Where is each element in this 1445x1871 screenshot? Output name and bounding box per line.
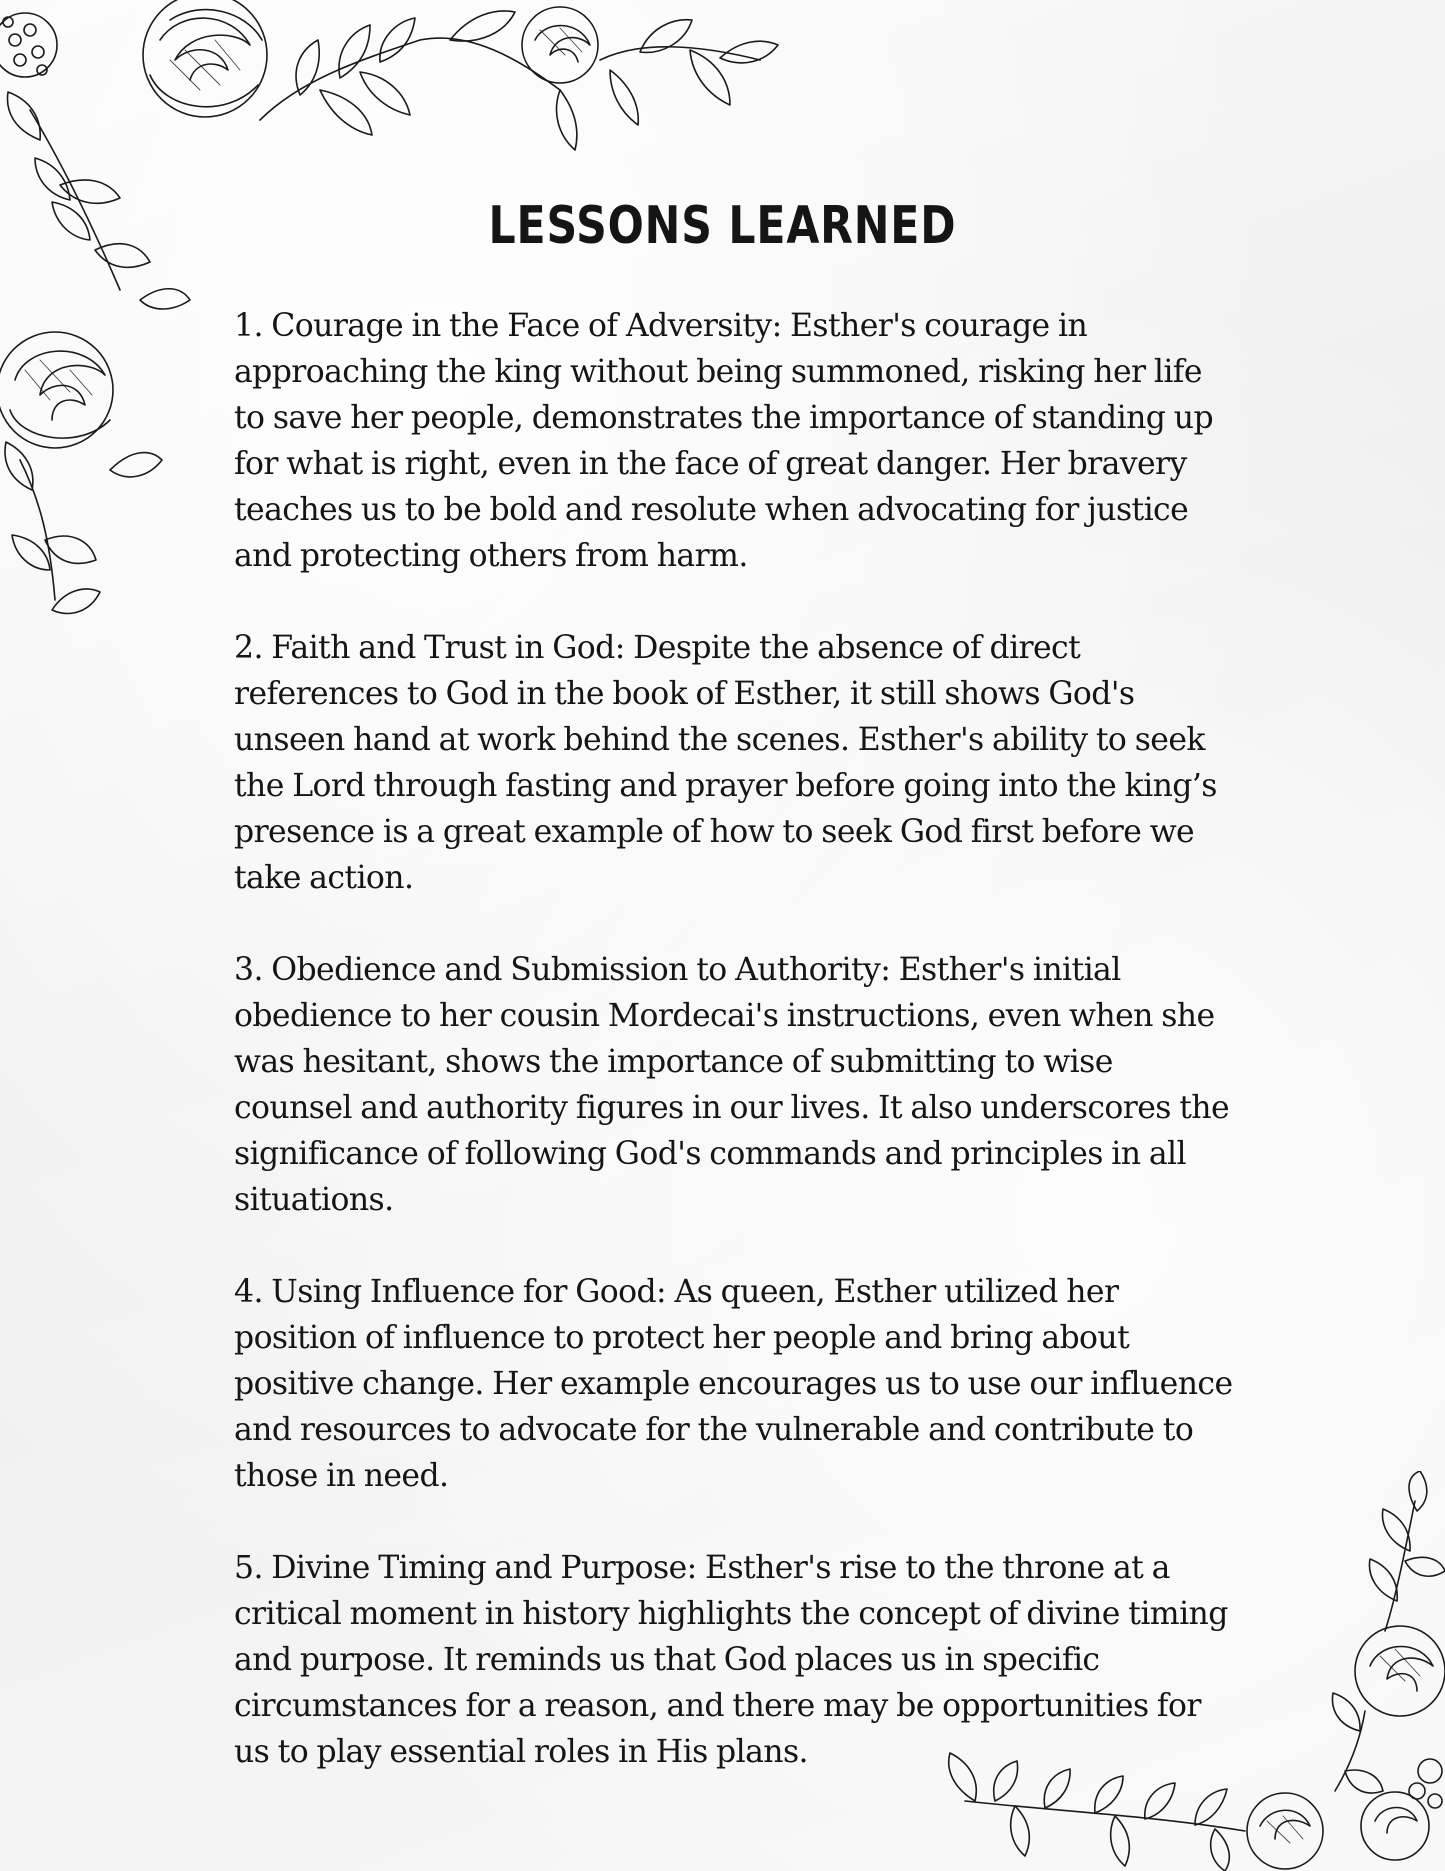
lesson-courage: 1. Courage in the Face of Adversity: Esther's courage in approaching the king without being summoned, risking her life to save her people, demonstrates the importance of standing up for what is right, even in the face of great danger. Her bravery teaches us to be bold and resolute when advocating for justice and protecting others from harm. — [234, 308, 1214, 574]
lesson-influence: 4. Using Influence for Good: As queen, Esther utilized her position of influence to protect her people and bring about positive change. Her example encourages us to use our influence and resources to advocate for the vulnerable and contribute to those in need. — [234, 1274, 1233, 1494]
lessons-list — [234, 303, 1234, 1775]
lesson-faith: 2. Faith and Trust in God: Despite the absence of direct references to God in the book of Esther, it still shows God's unseen hand at work behind the scenes. Esther's ability to seek the Lord through fasting and prayer before going into the king’s presence is a great example of how to seek God first before we take action. — [234, 630, 1217, 896]
page-title: LESSONS LEARNED — [488, 196, 957, 256]
lesson-obedience: 3. Obedience and Submission to Authority: Esther's initial obedience to her cousin Mordecai's instructions, even when she was hesitant, shows the importance of submitting to wise counsel and authority figures in our lives. It also underscores the significance of following God's commands and principles in all situations. — [234, 952, 1230, 1218]
lesson-divine-timing: 5. Divine Timing and Purpose: Esther's rise to the throne at a critical moment in history highlights the concept of divine timing and purpose. It reminds us that God places us in specific circumstances for a reason, and there may be opportunities for us to play essential roles in His plans. — [234, 1550, 1228, 1770]
